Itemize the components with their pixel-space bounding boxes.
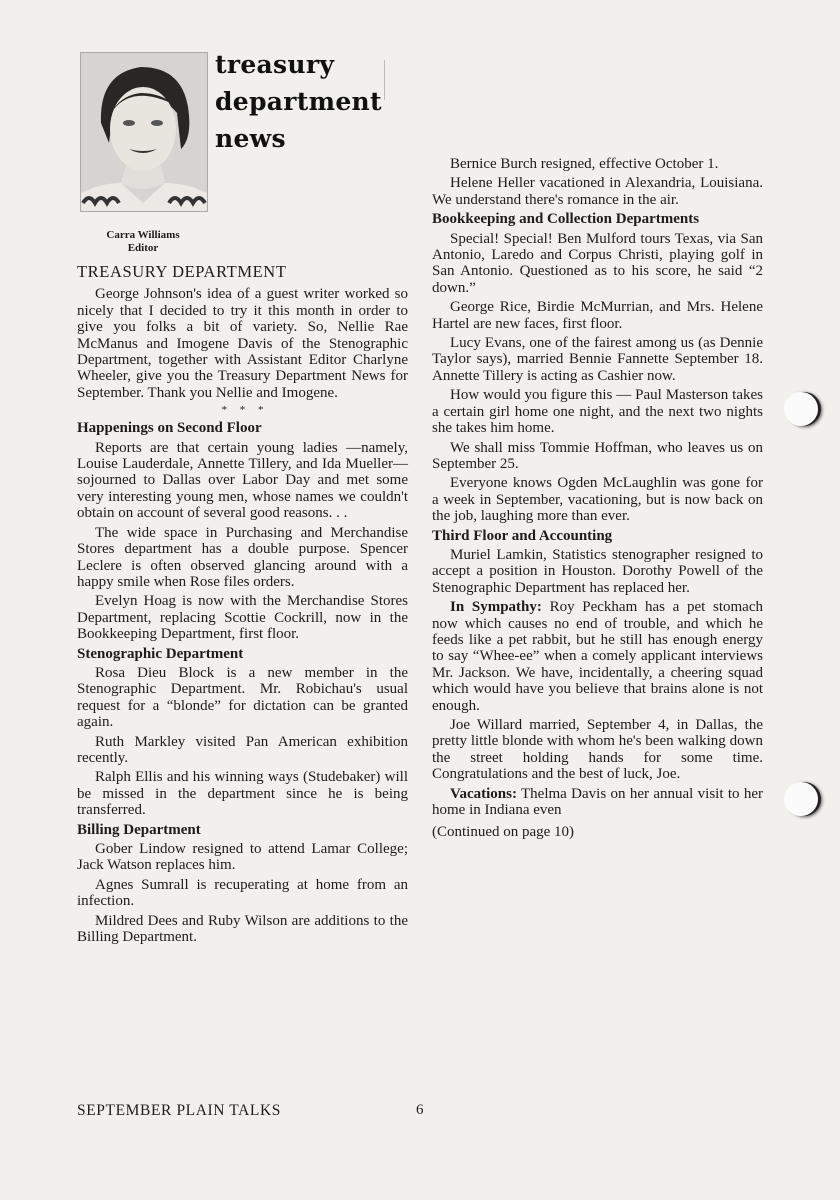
news-paragraph: How would you figure this — Paul Masterson takes a certain girl home one night, and the next two nights she takes him home. — [432, 387, 763, 437]
news-paragraph: Gober Lindow resigned to attend Lamar College; Jack Watson replaces him. — [77, 841, 408, 874]
publication-footer: SEPTEMBER PLAIN TALKS — [77, 1102, 281, 1119]
news-paragraph: Evelyn Hoag is now with the Merchandise Stores Department, replacing Scottie Cockrill, now in the Bookkeeping Department, first floor. — [77, 593, 408, 643]
department-heading: TREASURY DEPARTMENT — [77, 262, 287, 281]
subsection-heading: Happenings on Second Floor — [77, 420, 262, 437]
news-paragraph: Special! Special! Ben Mulford tours Texas, via San Antonio, Laredo and Corpus Christi, playing golf in San Antonio. Questioned as to his score, he said “2 down.” — [432, 230, 763, 296]
left-column — [77, 264, 408, 948]
subsection-heading: Third Floor and Accounting — [432, 527, 613, 544]
news-paragraph: Lucy Evans, one of the fairest among us (as Dennie Taylor says), married Bennie Fannette September 18. Annette Tillery is acting as Cashier now. — [432, 335, 763, 384]
editor-portrait-photo — [80, 52, 208, 212]
news-paragraph: Agnes Sumrall is recuperating at home from an infection. — [77, 876, 408, 910]
news-paragraph — [432, 599, 763, 714]
news-paragraph: Joe Willard married, September 4, in Dallas, the pretty little blonde with whom he's been walking down the street holding hands for some time. Congratulations and the best of luck, Joe. — [432, 717, 763, 783]
subsection-heading: Stenographic Department — [77, 645, 244, 662]
news-paragraph: Reports are that certain young ladies —namely, Louise Lauderdale, Annette Tillery, and Ida Mueller—sojourned to Dallas over Labor Day and met some very interesting young men, whose names we couldn't obtain on account of several good reasons. . . — [77, 439, 408, 522]
news-paragraph: Muriel Lamkin, Statistics stenographer resigned to accept a position in Houston. Dorothy Powell of the Stenographic Department has replaced her. — [432, 546, 763, 596]
editor-caption — [80, 229, 206, 255]
news-paragraph: Everyone knows Ogden McLaughlin was gone for a week in September, vacationing, but is now back on the job, laughing more than ever. — [432, 475, 763, 525]
news-paragraph — [432, 786, 763, 819]
news-paragraph: Mildred Dees and Ruby Wilson are additions to the Billing Department. — [77, 912, 408, 946]
news-paragraph: Bernice Burch resigned, effective October 1. — [450, 156, 719, 172]
paragraph-text: Roy Peckham has a pet stomach now which causes no end of trouble, and which he feeds like a pet rabbit, but he still has enough energy to say “Whee-ee” when a comely applicant interviews Mr. Jackson. We have, incidentally, a cheering squad which would have you believe that brains alone is not enough. — [432, 599, 763, 714]
news-paragraph: George Johnson's idea of a guest writer worked so nicely that I decided to try it this month in order to give you folks a bit of variety. So, Nellie Rae McManus and Imogene Davis of the Stenographic Department, together with Assistant Editor Charlyne Wheeler, give you the Treasury Department News for September. Thank you Nellie and Imogene. — [77, 286, 408, 401]
scan-artifact-line — [384, 60, 385, 100]
right-column — [432, 156, 763, 844]
news-paragraph: Rosa Dieu Block is a new member in the Stenographic Department. Mr. Robichau's usual request for a “blonde” for dictation can be granted again. — [77, 664, 408, 731]
news-paragraph: George Rice, Birdie McMurrian, and Mrs. Helene Hartel are new faces, first floor. — [432, 299, 763, 332]
title-line: news — [215, 124, 286, 153]
news-paragraph: Ralph Ellis and his winning ways (Studebaker) will be missed in the department since he is being transferred. — [77, 769, 408, 819]
news-paragraph: The wide space in Purchasing and Merchandise Stores department has a double purpose. Spencer Leclere is often observed glancing around with a happy smile when Rose files orders. — [77, 524, 408, 590]
binder-hole — [784, 392, 818, 426]
continued-note: (Continued on page 10) — [432, 824, 575, 841]
editor-role: Editor — [127, 242, 159, 254]
binder-hole — [784, 782, 818, 816]
news-paragraph: Ruth Markley visited Pan American exhibition recently. — [77, 733, 408, 766]
run-in-heading: Vacations: — [450, 785, 517, 802]
section-title — [215, 46, 382, 157]
paragraph-text: Thelma Davis on her annual visit to her home in Indiana even — [432, 785, 763, 819]
subsection-heading: Bookkeeping and Collection Departments — [432, 211, 700, 228]
asterisk-divider: * * * — [221, 404, 264, 417]
title-line: department — [215, 87, 382, 116]
news-paragraph: We shall miss Tommie Hoffman, who leaves us on September 25. — [432, 439, 763, 472]
title-line: treasury — [215, 50, 335, 79]
page-number: 6 — [416, 1102, 424, 1118]
editor-name: Carra Williams — [106, 229, 180, 241]
run-in-heading: In Sympathy: — [450, 599, 542, 616]
subsection-heading: Billing Department — [77, 821, 201, 838]
news-paragraph: Helene Heller vacationed in Alexandria, Louisiana. We understand there's romance in the air. — [432, 175, 763, 208]
